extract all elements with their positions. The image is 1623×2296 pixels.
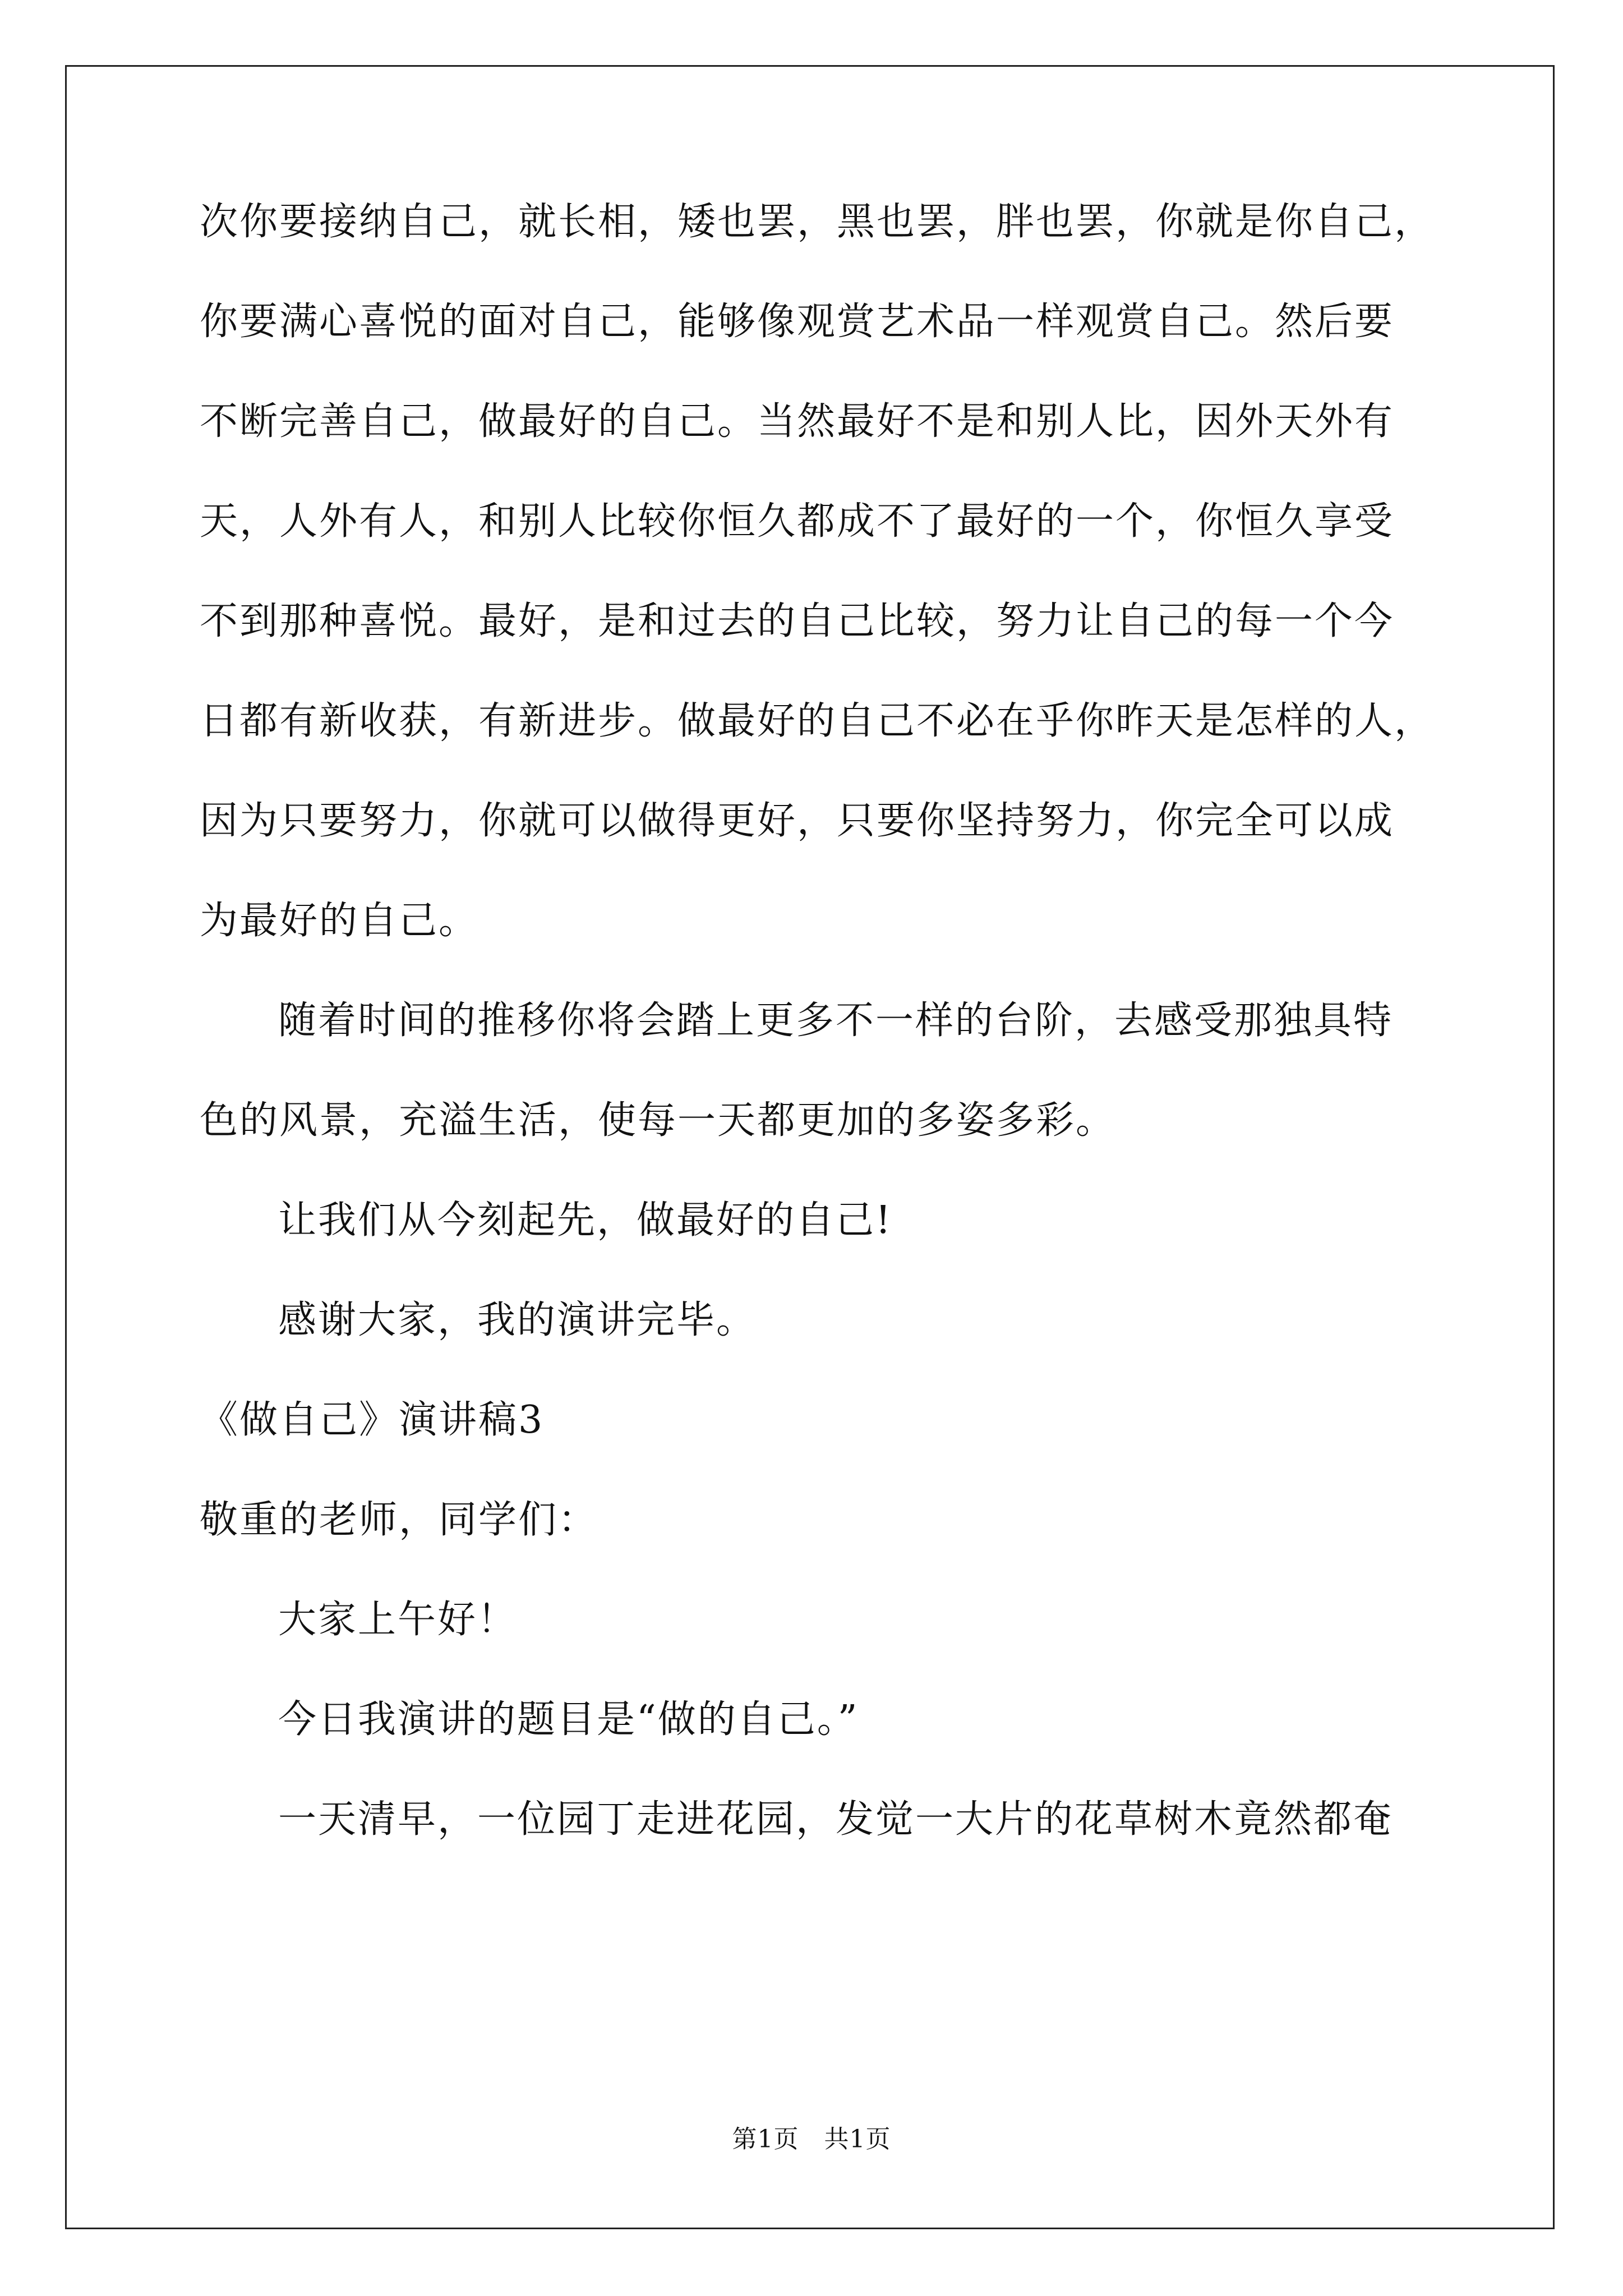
paragraph-line: 让我们从今刻起先，做最好的自己!	[278, 1198, 893, 1243]
paragraph-line: 不断完善自己，做最好的自己。当然最好不是和别人比，因外天外有	[200, 399, 1395, 444]
salutation: 敬重的老师，同学们：	[200, 1498, 598, 1542]
document-body	[200, 202, 1433, 1899]
paragraph-line: 天，人外有人，和别人比较你恒久都成不了最好的一个，你恒久享受	[200, 499, 1395, 544]
paragraph-line: 为最好的自己。	[200, 899, 479, 943]
paragraph-line: 次你要接纳自己，就长相，矮也罢，黑也罢，胖也罢，你就是你自己，	[200, 200, 1435, 244]
paragraph-line: 色的风景，充溢生活，使每一天都更加的多姿多彩。	[200, 1098, 1116, 1143]
page-footer: 第1页 共1页	[732, 2125, 891, 2154]
paragraph-line: 你要满心喜悦的面对自己，能够像观赏艺术品一样观赏自己。然后要	[200, 300, 1395, 344]
paragraph-line: 随着时间的推移你将会踏上更多不一样的台阶，去感受那独具特	[278, 999, 1394, 1043]
section-title: 《做自己》演讲稿3	[200, 1398, 545, 1442]
paragraph-line: 不到那种喜悦。最好，是和过去的自己比较，努力让自己的每一个今	[200, 599, 1395, 643]
paragraph-line: 今日我演讲的题目是“做的自己。”	[278, 1697, 859, 1742]
greeting: 大家上午好！	[278, 1598, 518, 1642]
paragraph-line: 一天清早，一位园丁走进花园，发觉一大片的花草树木竟然都奄	[278, 1797, 1394, 1842]
paragraph-line: 感谢大家，我的演讲完毕。	[278, 1298, 757, 1342]
paragraph-line: 日都有新收获，有新进步。做最好的自己不必在乎你昨天是怎样的人，	[200, 699, 1435, 743]
paragraph-line: 因为只要努力，你就可以做得更好，只要你坚持努力，你完全可以成	[200, 799, 1395, 843]
